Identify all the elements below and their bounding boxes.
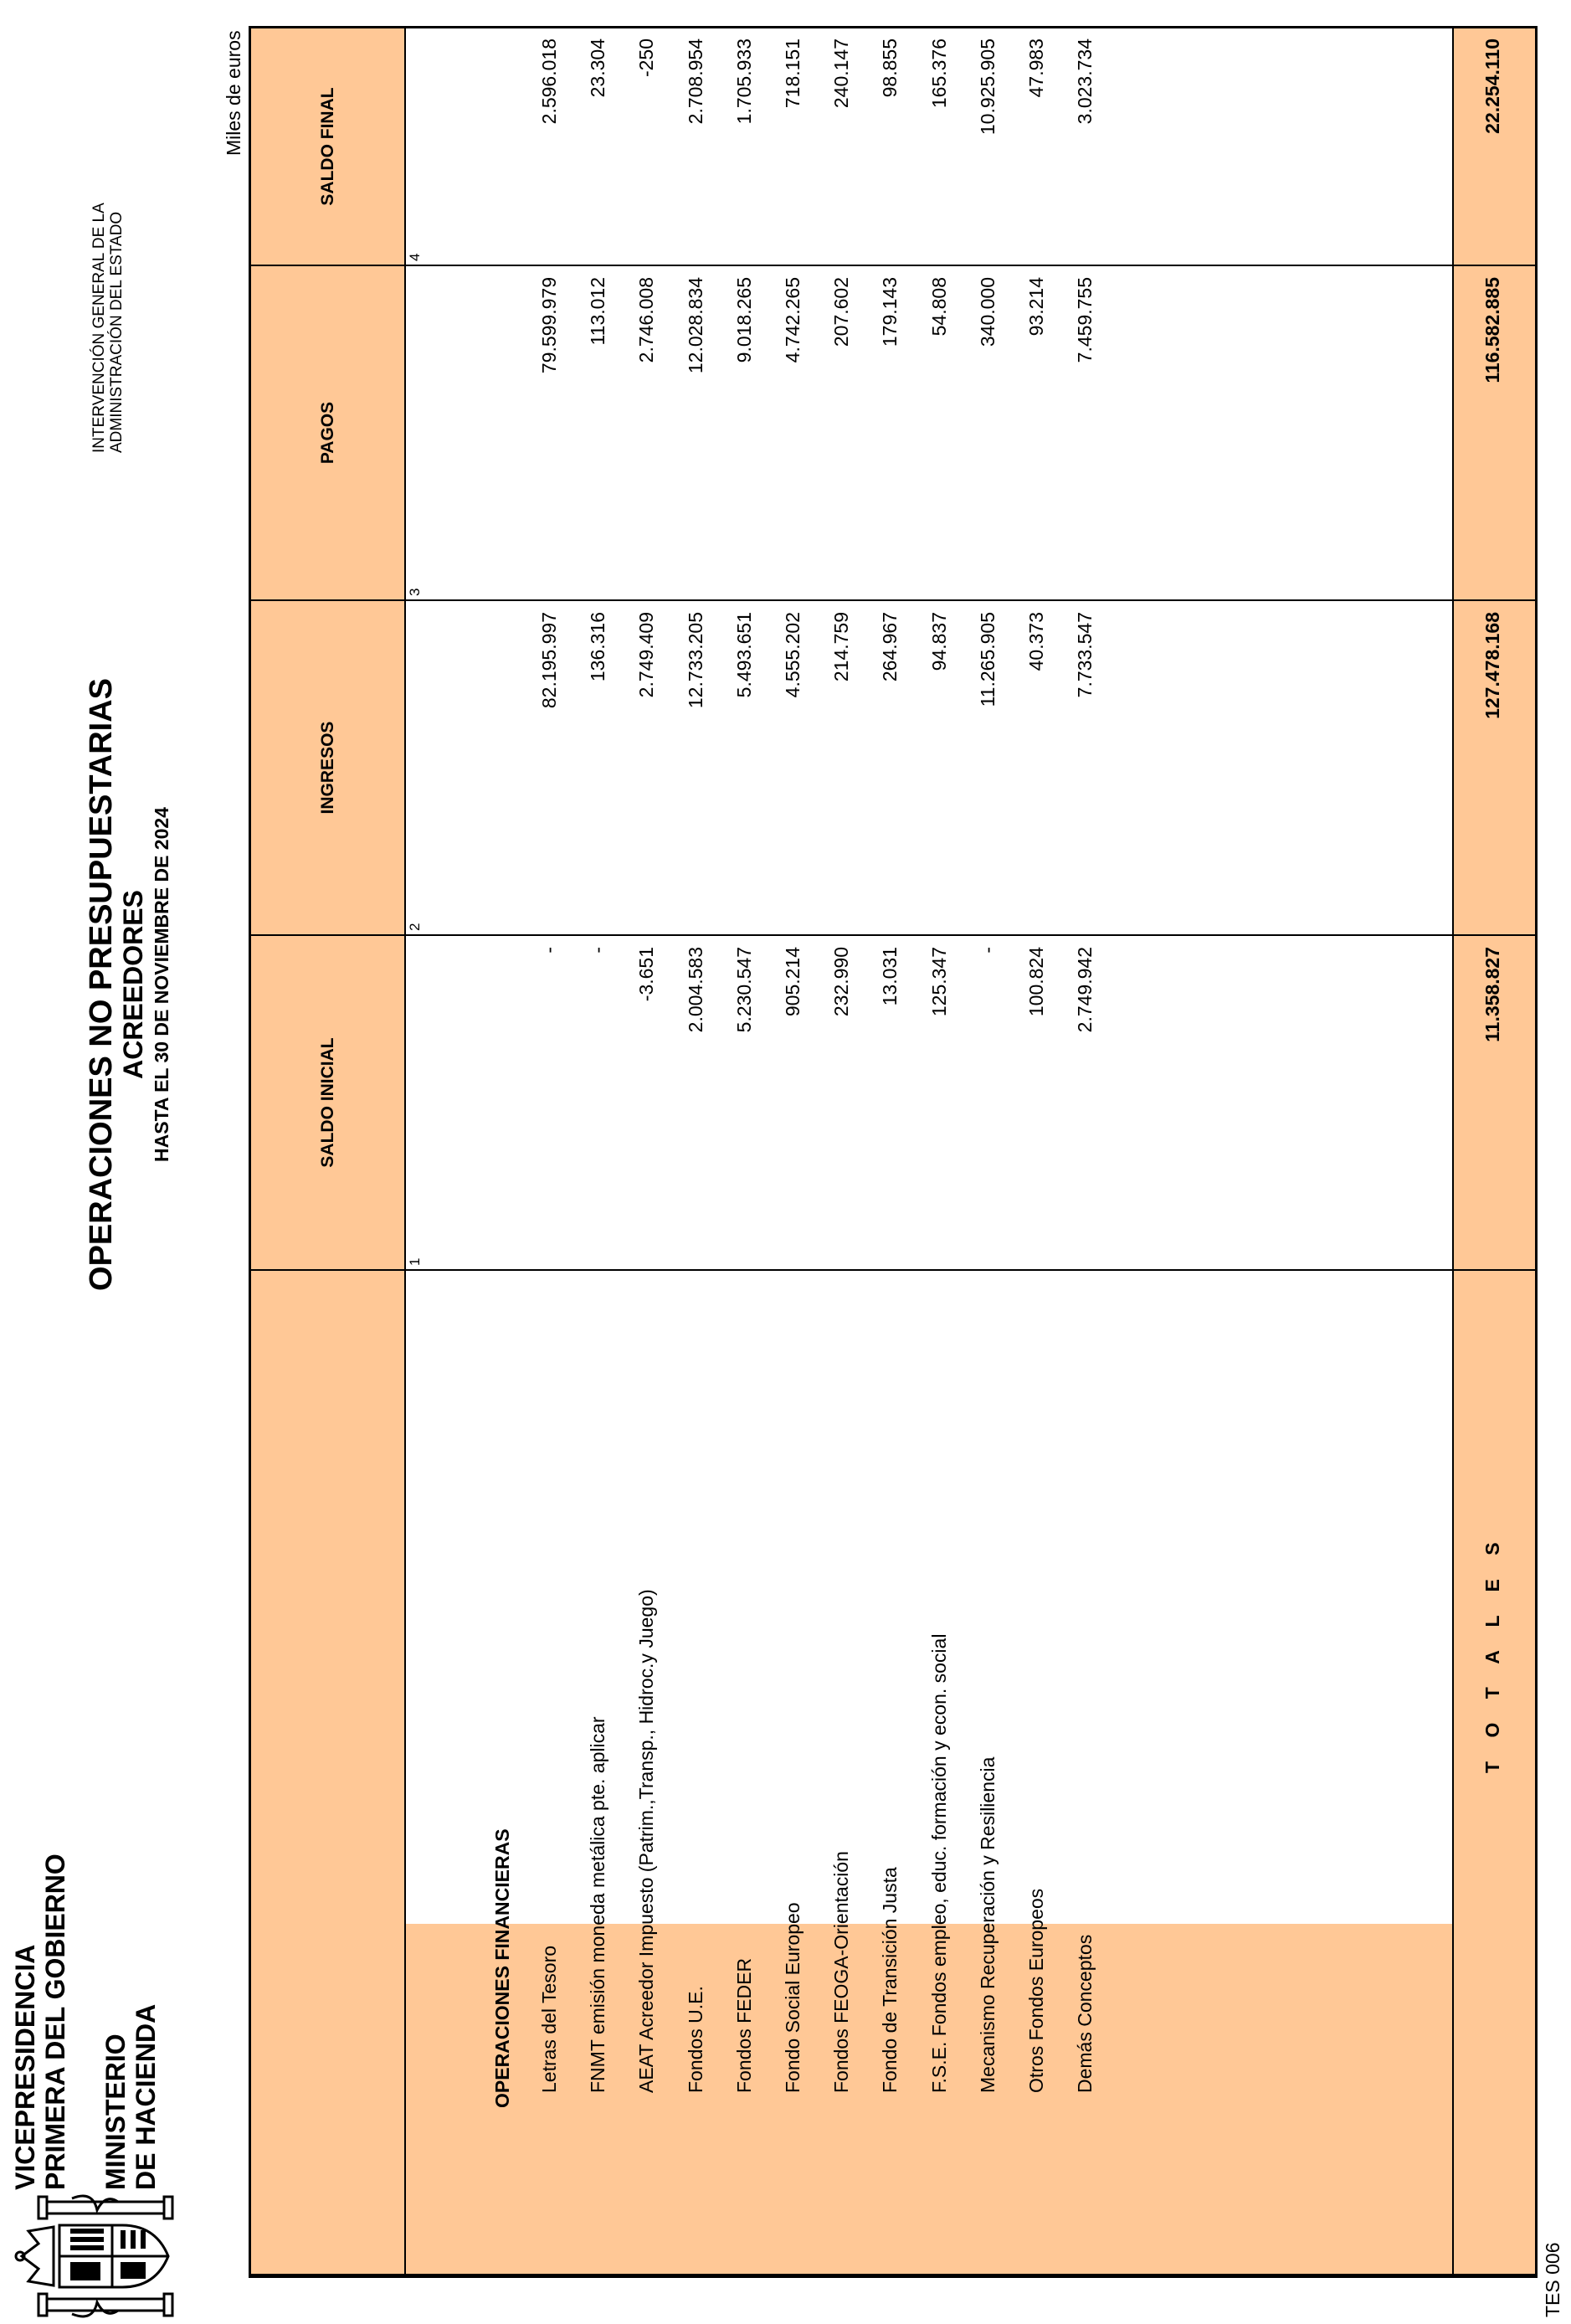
cell-saldo-inicial: -: [538, 947, 560, 954]
cell-saldo-final: 98.855: [879, 39, 901, 98]
cell-pagos: 4.742.265: [782, 277, 803, 363]
data-table: [249, 26, 1538, 2278]
coat-of-arms-icon: [13, 2193, 181, 2319]
total-saldo-final: 22.254.110: [1481, 39, 1503, 134]
cell-saldo-inicial: 100.824: [1025, 947, 1047, 1017]
cell-ingresos: 214.759: [830, 612, 852, 682]
cell-saldo-inicial: 905.214: [782, 947, 803, 1017]
cell-pagos: 9.018.265: [733, 277, 755, 363]
cell-saldo-final: 47.983: [1025, 39, 1047, 98]
cell-saldo-inicial: -: [977, 947, 999, 954]
cell-pagos: 340.000: [977, 277, 999, 347]
document-title: OPERACIONES NO PRESUPUESTARIAS: [84, 678, 119, 1291]
column-header-saldo-final: SALDO FINAL: [318, 87, 337, 206]
cell-pagos: 113.012: [587, 277, 608, 346]
grid-line: [251, 934, 1535, 936]
row-label: Otros Fondos Europeos: [1025, 1888, 1047, 2093]
column-header-ingresos: INGRESOS: [318, 721, 337, 815]
cell-ingresos: 5.493.651: [733, 612, 755, 698]
cell-pagos: 179.143: [879, 277, 901, 347]
document-title-block: [84, 566, 173, 1403]
ministerio-label: [100, 2004, 161, 2190]
cell-saldo-final: 240.147: [830, 39, 852, 109]
column-header-pagos: PAGOS: [318, 401, 337, 465]
cell-saldo-final: 1.705.933: [733, 39, 755, 125]
cell-saldo-inicial: 125.347: [928, 947, 950, 1017]
cell-saldo-final: 3.023.734: [1074, 39, 1096, 125]
column-number: 2: [407, 923, 423, 931]
ministerio-line-1: MINISTERIO: [100, 2034, 131, 2190]
cell-saldo-final: -250: [635, 39, 657, 78]
cell-pagos: 93.214: [1025, 277, 1047, 337]
cell-pagos: 79.599.979: [538, 277, 560, 374]
ministerio-line-2: DE HACIENDA: [131, 2003, 161, 2190]
cell-saldo-final: 10.925.905: [977, 39, 999, 136]
cell-saldo-inicial: -: [587, 947, 608, 954]
vicepresidencia-line-1: VICEPRESIDENCIA: [10, 1944, 40, 2190]
units-label: Miles de euros: [223, 30, 244, 156]
cell-saldo-inicial: 2.749.942: [1074, 947, 1096, 1033]
row-label: Fondo de Transición Justa: [879, 1867, 901, 2093]
total-ingresos: 127.478.168: [1481, 612, 1503, 719]
row-label: Fondo Social Europeo: [782, 1902, 803, 2093]
cell-pagos: 12.028.834: [685, 277, 706, 374]
section-title: OPERACIONES FINANCIERAS: [491, 1828, 513, 2108]
row-label: Fondos FEDER: [733, 1957, 755, 2093]
cell-ingresos: 7.733.547: [1074, 612, 1096, 698]
cell-saldo-inicial: 2.004.583: [685, 947, 706, 1033]
cell-pagos: 7.459.755: [1074, 277, 1096, 363]
totals-label: T O T A L E S: [1481, 1533, 1503, 1773]
cell-ingresos: 11.265.905: [977, 612, 999, 707]
total-pagos: 116.582.885: [1481, 277, 1503, 383]
igae-line-2: ADMINISTRACIÓN DEL ESTADO: [108, 211, 126, 453]
cell-ingresos: 4.555.202: [782, 612, 803, 698]
grid-line: [251, 265, 1535, 266]
row-label: F.S.E. Fondos empleo, educ. formación y econ. social: [928, 1633, 950, 2093]
cell-pagos: 54.808: [928, 277, 950, 337]
row-label: Mecanismo Recuperación y Resiliencia: [977, 1756, 999, 2093]
grid-line: [251, 599, 1535, 601]
column-number: 4: [407, 253, 423, 261]
total-saldo-inicial: 11.358.827: [1481, 947, 1503, 1042]
cell-ingresos: 94.837: [928, 612, 950, 671]
cell-saldo-inicial: 232.990: [830, 947, 852, 1017]
vicepresidencia-label: [10, 1854, 70, 2190]
row-label: Demás Conceptos: [1074, 1934, 1096, 2093]
cell-ingresos: 136.316: [587, 612, 608, 682]
cell-ingresos: 82.195.997: [538, 612, 560, 709]
cell-ingresos: 12.733.205: [685, 612, 706, 709]
cell-saldo-inicial: 13.031: [879, 947, 901, 1006]
row-label: AEAT Acreedor Impuesto (Patrim.,Transp., Hidroc.y Juego): [635, 1589, 657, 2093]
cell-ingresos: 264.967: [879, 612, 901, 682]
cell-pagos: 2.746.008: [635, 277, 657, 363]
cell-saldo-final: 23.304: [587, 39, 608, 98]
document-period: HASTA EL 30 DE NOVIEMBRE DE 2024: [151, 807, 172, 1162]
row-label: Letras del Tesoro: [538, 1945, 560, 2093]
cell-pagos: 207.602: [830, 277, 852, 347]
document-subtitle: ACREEDORES: [118, 890, 148, 1079]
cell-ingresos: 40.373: [1025, 612, 1047, 671]
column-number: 3: [407, 588, 423, 596]
cell-saldo-final: 2.596.018: [538, 39, 560, 125]
column-number: 1: [407, 1257, 423, 1266]
grid-line: [251, 2274, 1535, 2275]
row-label: FNMT emisión moneda metálica pte. aplicar: [587, 1716, 608, 2093]
cell-saldo-inicial: 5.230.547: [733, 947, 755, 1033]
cell-saldo-final: 165.376: [928, 39, 950, 109]
cell-saldo-final: 718.151: [782, 39, 803, 109]
vicepresidencia-line-2: PRIMERA DEL GOBIERNO: [40, 1854, 70, 2190]
igae-line-1: INTERVENCIÓN GENERAL DE LA: [90, 203, 108, 453]
cell-saldo-final: 2.708.954: [685, 39, 706, 125]
grid-line: [404, 28, 406, 2275]
grid-line: [251, 1269, 1535, 1271]
cell-saldo-inicial: -3.651: [635, 947, 657, 1002]
document-code: TES 006: [1542, 2242, 1563, 2317]
row-label: Fondos U.E.: [685, 1986, 706, 2093]
grid-line: [1452, 28, 1454, 2275]
igae-label: [90, 203, 126, 453]
column-header-saldo-inicial: SALDO INICIAL: [318, 1037, 337, 1168]
row-label: Fondos FEOGA-Orientación: [830, 1851, 852, 2093]
cell-ingresos: 2.749.409: [635, 612, 657, 698]
